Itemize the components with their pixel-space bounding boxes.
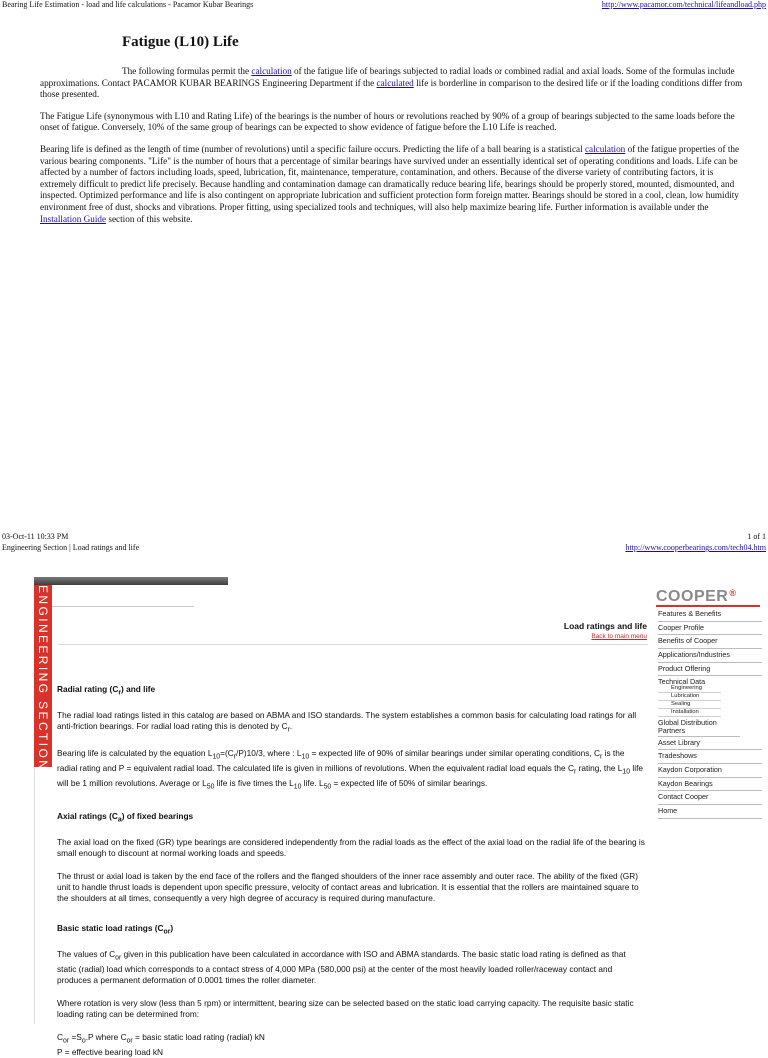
print-header-title: Bearing Life Estimation - load and life calculations - Pacamor Kubar Bearings xyxy=(2,0,254,9)
radial-rating-heading xyxy=(57,684,647,699)
subscript: a xyxy=(117,816,122,824)
axial-ratings-heading xyxy=(57,811,647,826)
text: The radial load ratings listed in this catalog are based on ABMA and ISO standards. The system establishes a common basis for calculating load ratings for all anti-friction bearings. For radial load rating this is denoted by C xyxy=(57,710,637,732)
installation-guide-link[interactable]: Installation Guide xyxy=(40,213,107,224)
text: .P where C xyxy=(85,1031,127,1042)
static-rating-paragraph xyxy=(57,949,647,987)
nav-cooper-profile[interactable]: Cooper Profile xyxy=(658,622,762,636)
subscript: r xyxy=(287,727,290,735)
subscript: 10 xyxy=(301,753,310,761)
text: life is borderline in comparison to the desired life or if the loading conditions differ from those presented. xyxy=(40,77,743,100)
axial-load-paragraph: The axial load on the fixed (GR) type bearings are considered independently from the radial loads as the effect of the axial load on the radial life of the bearing is small enough to discount at normal working loads and speeds. xyxy=(57,836,645,859)
logo-mark: ® xyxy=(729,588,737,598)
text: ) and life xyxy=(121,684,156,694)
nav-sub-installation[interactable]: Installation xyxy=(658,709,721,717)
calculated-link[interactable]: calculated xyxy=(376,77,414,88)
text: = basic static load rating (radial) kN xyxy=(132,1031,265,1042)
nav-product-offering[interactable]: Product Offering xyxy=(658,663,762,677)
article-body xyxy=(40,66,750,235)
text: The values of C xyxy=(57,948,116,959)
print-footer-page: 1 of 1 xyxy=(747,532,766,541)
top-gradient-bar xyxy=(34,577,228,585)
text: is the radial rating and P = equivalent radial load. The calculated life is given in millions of revolutions. When the equivalent radial load equals the C xyxy=(57,747,625,773)
print-header-url xyxy=(602,0,766,9)
header-url-link-2[interactable]: http://www.cooperbearings.com/tech04.htm xyxy=(625,543,766,552)
text: = expected life of 90% of similar bearings under similar operating conditions, C xyxy=(309,747,601,758)
subscript: r xyxy=(233,753,237,761)
subscript: 50 xyxy=(206,783,215,791)
fatigue-life-paragraph: The Fatigue Life (synonymous with L10 and Rating Life) of the bearings is the number of hours or revolutions reached by 90% of a group of bearings subjected to the same loads before the onset of fatigue. Conversely, 10% of the same group of bearings can be expected to show evidence of fatigue before the L10 Life is reached. xyxy=(40,110,735,133)
page-title: Fatigue (L10) Life xyxy=(122,34,239,50)
nav-global-distribution-partners[interactable]: Global Distribution Partners xyxy=(658,717,740,737)
nav-sub-lubrication[interactable]: Lubrication xyxy=(658,693,721,701)
text: given in this publication have been calculated in accordance with ISO and ABMA standards. The basic static load rating is defined as that static (radial) load which corresponds to a contact stress of 4,000 MPa (580,000 psi) at the center of the most heavily loaded roller/raceway contact and produces a permanent deformation of 0.0001 times the roller diameter. xyxy=(57,948,626,986)
calculation-link-2[interactable]: calculation xyxy=(584,143,626,154)
text: ) xyxy=(170,922,174,933)
intro-paragraph xyxy=(40,66,750,101)
effective-load-line: P = effective bearing load kN xyxy=(57,1046,164,1057)
static-load-heading xyxy=(57,923,647,938)
logo-text: COOPER xyxy=(656,588,729,605)
back-link-wrap xyxy=(540,633,647,640)
subscript: or xyxy=(163,928,171,936)
nav-kaydon-corporation[interactable]: Kaydon Corporation xyxy=(658,764,762,778)
subscript: or xyxy=(63,1037,70,1045)
text: =(C xyxy=(220,747,234,758)
text: of the fatigue life of bearings subjected to radial loads or combined radial and axial loads. Some of the formulas include approximations. Contact PACAMOR KUBAR BEARINGS Engineering Department if the xyxy=(40,66,735,88)
text: /P)10/3, where : L xyxy=(236,747,302,758)
section-title: Load ratings and life xyxy=(563,621,647,631)
nav-technical-data[interactable]: Technical Data xyxy=(658,677,706,687)
nav-asset-library[interactable]: Asset Library xyxy=(658,737,762,751)
text: Radial rating (C xyxy=(57,684,119,694)
subscript: r xyxy=(573,768,577,776)
print-header-url-2 xyxy=(625,543,766,552)
cooper-nav-menu xyxy=(658,608,766,819)
radial-rating-paragraph xyxy=(57,710,647,736)
bearing-life-equation-paragraph xyxy=(57,748,647,793)
subscript: or xyxy=(126,1037,133,1045)
subscript: 10 xyxy=(212,753,221,761)
nav-sub-engineering[interactable]: Engineering xyxy=(658,685,721,693)
text: life will be 1 million revolutions. Average or L xyxy=(57,762,643,788)
text: C xyxy=(57,1031,63,1042)
static-formula-line xyxy=(57,1032,647,1047)
subscript: 10 xyxy=(622,768,631,776)
nav-applications-industries[interactable]: Applications/Industries xyxy=(658,649,762,663)
load-ratings-body xyxy=(57,684,647,1058)
nav-features-benefits[interactable]: Features & Benefits xyxy=(658,608,762,622)
subscript: o xyxy=(81,1037,86,1045)
text: life. L xyxy=(301,777,324,788)
text: rating, the L xyxy=(576,762,623,773)
text: life is five times the L xyxy=(214,777,294,788)
nav-tradeshows[interactable]: Tradeshows xyxy=(658,750,762,764)
nav-benefits-of-cooper[interactable]: Benefits of Cooper xyxy=(658,635,762,649)
text: =S xyxy=(69,1031,82,1042)
bearing-life-paragraph xyxy=(40,144,750,225)
subscript: 50 xyxy=(323,783,332,791)
title-divider xyxy=(58,644,648,645)
header-url-link[interactable]: http://www.pacamor.com/technical/lifeandload.php xyxy=(601,0,766,9)
thrust-load-paragraph: The thrust or axial load is taken by the end face of the rollers and the flanged shoulders of the inner race assembly and outer race. The ability of the fixed (GR) unit to handle thrust loads is dependent upon specific pressure, velocity of contact areas and lubrication. It is essential that the rollers are maintained square to the shoulders at all times, consequently a very high degree of accuracy is required during manufacture. xyxy=(57,870,639,904)
text: Basic static load ratings (C xyxy=(57,922,164,933)
text: Axial ratings (C xyxy=(57,810,118,821)
nav-sub-sealing[interactable]: Sealing xyxy=(658,701,721,709)
print-header-title-2: Engineering Section | Load ratings and life xyxy=(2,543,140,552)
banner-text: ENGINEERING SECTION xyxy=(36,585,50,772)
calculation-link[interactable]: calculation xyxy=(251,66,292,76)
engineering-section-banner xyxy=(34,585,52,772)
subscript: r xyxy=(118,689,122,697)
nav-home[interactable]: Home xyxy=(658,805,762,819)
text: ) of fixed bearings xyxy=(121,810,194,821)
print-footer-date: 03-Oct-11 10:33 PM xyxy=(2,532,69,541)
back-to-main-menu-link[interactable]: Back to main menu xyxy=(591,633,647,640)
text: The following formulas permit the xyxy=(122,66,252,76)
nav-contact-cooper[interactable]: Contact Cooper xyxy=(658,791,762,805)
text: section of this website. xyxy=(106,213,193,224)
text: . xyxy=(289,721,293,732)
subscript: or xyxy=(115,954,122,962)
subscript: r xyxy=(600,753,603,761)
nav-kaydon-bearings[interactable]: Kaydon Bearings xyxy=(658,778,762,792)
text: = expected life of 50% of similar bearings. xyxy=(331,777,488,788)
text: Bearing life is calculated by the equation L xyxy=(57,747,213,758)
top-divider xyxy=(48,606,194,607)
text: Bearing life is defined as the length of time (number of revolutions) until a specific failure occurs. Predicting the life of a ball bearing is a statistical xyxy=(40,143,585,154)
cooper-logo[interactable] xyxy=(656,588,762,606)
text: of the fatigue properties of the various bearing components. "Life" is the number of hours that a percentage of similar bearings have survived under an essentially identical set of operating conditions and loads. Life can be affected by a number of factors including loads, speed, lubrication, fit, maintenance, temperature, contamination, and others. Because of the diverse variety of contributing factors, it is extremely difficult to predict life precisely. Because handling and contamination damage can dramatically reduce bearing life, bearings should be properly stored, mounted, dismounted, and inspected. Optimized performance and life is also contingent on appropriate lubrication and sufficient protection form foreign matter. Bearings should be stored in a cool, clean, low humidity environment free of dust, shocks and vibrations. Proper fitting, using specialized tools and techniques, will also help maximize bearing life. Further information is available under the xyxy=(40,143,740,212)
subscript: 10 xyxy=(293,783,302,791)
slow-rotation-paragraph: Where rotation is very slow (less than 5 rpm) or intermittent, bearing size can be selected based on the static load carrying capacity. The requisite basic static loading rating can be determined from: xyxy=(57,997,634,1020)
